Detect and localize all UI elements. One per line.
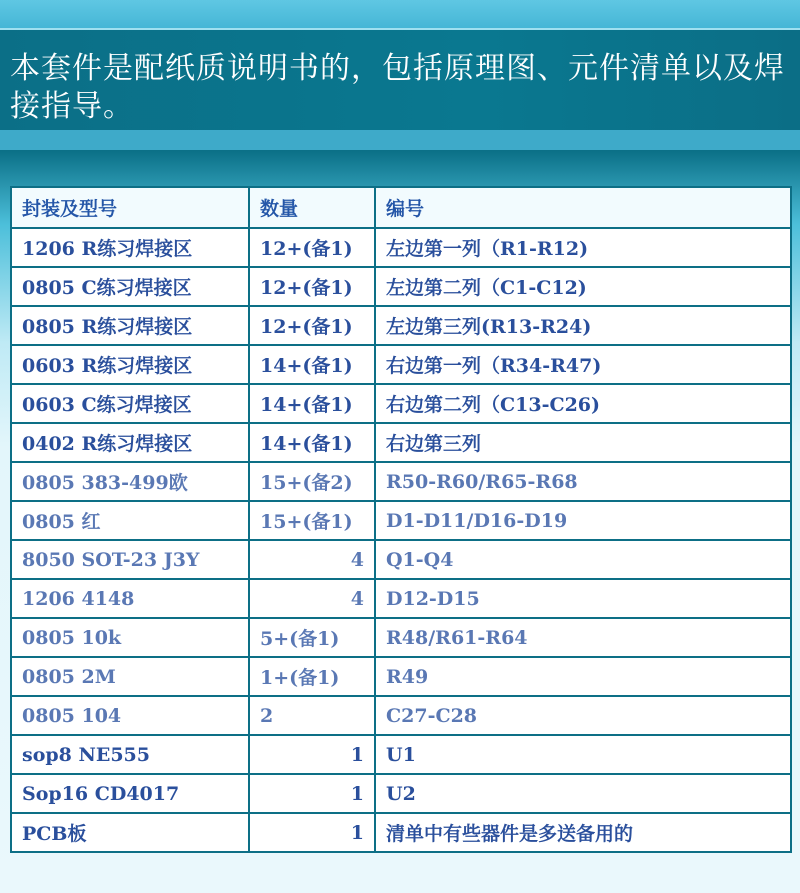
cell-designator: 右边第三列 [375, 423, 791, 462]
table-row [11, 423, 791, 462]
header-quantity: 数量 [249, 187, 375, 228]
header-package-model: 封装及型号 [11, 187, 249, 228]
component-list-table [10, 186, 792, 853]
header-designator: 编号 [375, 187, 791, 228]
cell-package: 0805 383-499欧 [11, 462, 249, 501]
cell-quantity: 14+(备1) [249, 384, 375, 423]
separator-band [0, 130, 800, 150]
cell-designator: C27-C28 [375, 696, 791, 735]
cell-package: 0402 R练习焊接区 [11, 423, 249, 462]
cell-package: 0805 10k [11, 618, 249, 657]
cell-designator: Q1-Q4 [375, 540, 791, 579]
banner-text: 本套件是配纸质说明书的，包括原理图、元件清单以及焊接指导。 [10, 51, 785, 124]
table-row [11, 501, 791, 540]
table-row [11, 579, 791, 618]
cell-designator: D1-D11/D16-D19 [375, 501, 791, 540]
cell-designator: 清单中有些器件是多送备用的 [375, 813, 791, 852]
cell-designator: R50-R60/R65-R68 [375, 462, 791, 501]
table-row [11, 813, 791, 852]
cell-designator: 右边第一列（R34-R47) [375, 345, 791, 384]
table-row [11, 306, 791, 345]
cell-quantity: 12+(备1) [249, 306, 375, 345]
cell-quantity: 14+(备1) [249, 345, 375, 384]
cell-quantity: 1 [249, 813, 375, 852]
cell-package: 1206 R练习焊接区 [11, 228, 249, 267]
cell-designator: R48/R61-R64 [375, 618, 791, 657]
cell-quantity: 5+(备1) [249, 618, 375, 657]
cell-package: 8050 SOT-23 J3Y [11, 540, 249, 579]
cell-quantity: 1 [249, 735, 375, 774]
table-row [11, 384, 791, 423]
table-row [11, 267, 791, 306]
cell-quantity: 4 [249, 579, 375, 618]
cell-package: 0603 C练习焊接区 [11, 384, 249, 423]
table-row [11, 462, 791, 501]
cell-quantity: 15+(备1) [249, 501, 375, 540]
cell-designator: R49 [375, 657, 791, 696]
table-header-row [11, 187, 791, 228]
table-row [11, 618, 791, 657]
cell-package: 1206 4148 [11, 579, 249, 618]
cell-quantity: 1 [249, 774, 375, 813]
cell-quantity: 2 [249, 696, 375, 735]
table-row [11, 657, 791, 696]
cell-designator: D12-D15 [375, 579, 791, 618]
table-row [11, 696, 791, 735]
cell-package: PCB板 [11, 813, 249, 852]
table-row [11, 228, 791, 267]
cell-designator: 左边第一列（R1-R12) [375, 228, 791, 267]
cell-quantity: 15+(备2) [249, 462, 375, 501]
cell-designator: U1 [375, 735, 791, 774]
cell-quantity: 4 [249, 540, 375, 579]
cell-quantity: 14+(备1) [249, 423, 375, 462]
cell-package: 0805 红 [11, 501, 249, 540]
cell-package: 0805 104 [11, 696, 249, 735]
cell-package: 0805 C练习焊接区 [11, 267, 249, 306]
cell-designator: 左边第三列(R13-R24) [375, 306, 791, 345]
cell-designator: 左边第二列（C1-C12) [375, 267, 791, 306]
cell-package: Sop16 CD4017 [11, 774, 249, 813]
cell-quantity: 12+(备1) [249, 228, 375, 267]
cell-designator: 右边第二列（C13-C26) [375, 384, 791, 423]
cell-quantity: 12+(备1) [249, 267, 375, 306]
cell-package: 0805 2M [11, 657, 249, 696]
banner [0, 28, 800, 132]
table-row [11, 735, 791, 774]
cell-quantity: 1+(备1) [249, 657, 375, 696]
table-row [11, 540, 791, 579]
cell-package: sop8 NE555 [11, 735, 249, 774]
cell-package: 0805 R练习焊接区 [11, 306, 249, 345]
top-strip [0, 0, 800, 28]
table-row [11, 345, 791, 384]
cell-package: 0603 R练习焊接区 [11, 345, 249, 384]
cell-designator: U2 [375, 774, 791, 813]
table-row [11, 774, 791, 813]
